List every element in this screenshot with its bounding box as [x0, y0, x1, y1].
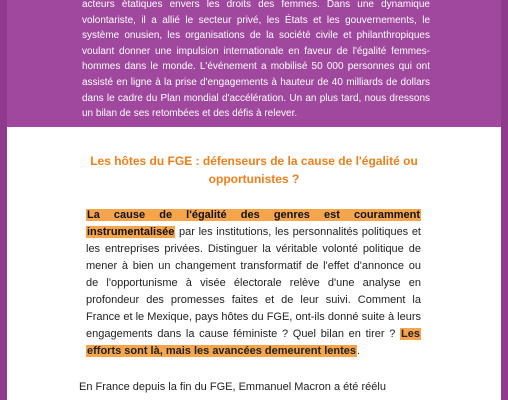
section-title: Les hôtes du FGE : défenseurs de la cause de l'égalité ou opportunistes ?: [90, 154, 418, 186]
paragraph-1-end: .: [357, 345, 361, 357]
intro-banner: [7, 0, 501, 127]
intro-text: acteurs étatiques envers les droits des femmes. Dans une dynamique volontariste, il a allié le secteur privé, les États et les gouvernements, le système onusien, les organisations de la société civile et philanthropiques voulant donner une impulsion internationale en faveur de l'égalité femmes-hommes dans le monde. L'événement a mobilisé 50 000 personnes qui ont assisté en ligne à la prise d'engagements à hauteur de 40 milliards de dollars dans le cadre du Plan mondial d'accélération. Un an plus tard, nous dressons un bilan de ses retombées et des défis à relever.: [82, 0, 430, 120]
paragraph-2: En France depuis la fin du FGE, Emmanuel Macron a été réélu: [79, 381, 386, 393]
page-frame-left: [0, 0, 7, 400]
highlight-end: Les efforts sont là, mais les avancées demeurent lentes: [87, 328, 420, 357]
paragraph-1-body: par les institutions, les personnalités politiques et les entreprises privées. Distinguer la véritable volonté politique de mener à bien un changement transformatif de l'effet d'annonce ou de l'opportunisme à visée électorale relève d'une analyse en profondeur des promesses faites et de leur suivi. Comment la France et le Mexique, pays hôtes du FGE, ont-ils donné suite à leurs engagements dans la cause féministe ? Quel bilan en tirer ?: [86, 226, 421, 340]
page-frame-right: [501, 0, 508, 400]
paragraph-1: [86, 207, 421, 360]
highlight-start: La cause de l'égalité des genres est couramment instrumentalisée: [87, 209, 420, 238]
article-content: [7, 127, 501, 400]
